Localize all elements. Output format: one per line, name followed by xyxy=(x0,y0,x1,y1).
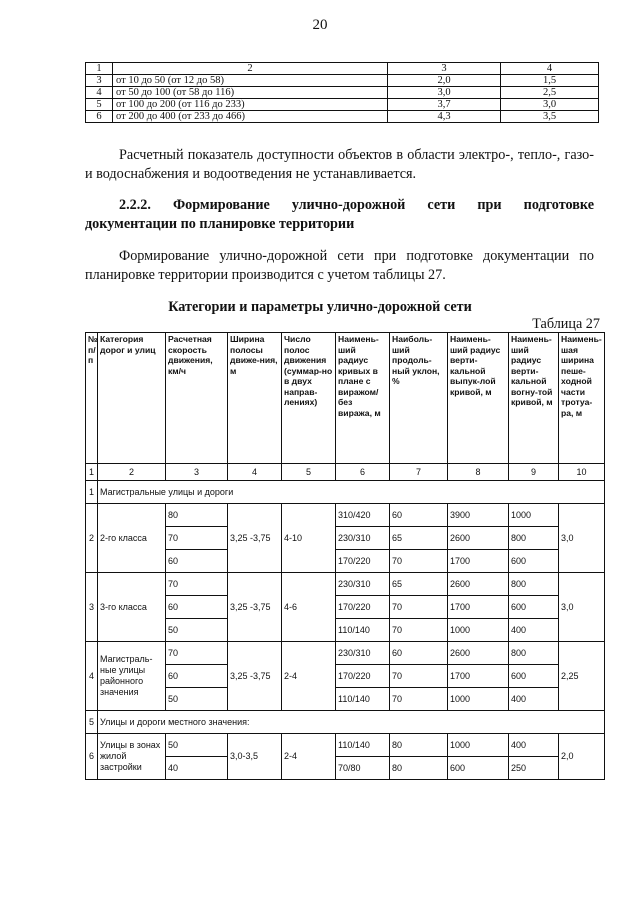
column-number: 10 xyxy=(559,464,605,481)
table-cell: от 200 до 400 (от 233 до 466) xyxy=(113,111,388,123)
column-number: 2 xyxy=(98,464,166,481)
header-cell: Наиболь-ший продоль-ный уклон, % xyxy=(390,333,448,464)
header-cell: Ширина полосы движе-ния, м xyxy=(228,333,282,464)
table-row xyxy=(86,99,599,111)
continuation-table-header xyxy=(86,63,599,75)
slope-cell: 70 xyxy=(390,665,448,688)
table-cell: 3,0 xyxy=(501,99,599,111)
lane-width-cell: 3,25 -3,75 xyxy=(228,642,282,711)
row-number: 4 xyxy=(86,642,98,711)
category-cell: Магистраль-ные улицы районного значения xyxy=(98,642,166,711)
header-cell: Наимень-ший радиус кривых в плане с виражом/ без виража, м xyxy=(336,333,390,464)
slope-cell: 80 xyxy=(390,757,448,780)
lanes-cell: 4-6 xyxy=(282,573,336,642)
table-row xyxy=(86,87,599,99)
lane-width-cell: 3,25 -3,75 xyxy=(228,573,282,642)
table-cell: 5 xyxy=(86,99,113,111)
table-cell: 1,5 xyxy=(501,75,599,87)
column-number-row xyxy=(86,464,605,481)
sidewalk-cell: 3,0 xyxy=(559,504,605,573)
speed-cell: 50 xyxy=(166,619,228,642)
category-cell: 2-го класса xyxy=(98,504,166,573)
speed-cell: 50 xyxy=(166,688,228,711)
column-number: 9 xyxy=(509,464,559,481)
radius-cell: 170/220 xyxy=(336,665,390,688)
lane-width-cell: 3,25 -3,75 xyxy=(228,504,282,573)
heading-word: подготовке xyxy=(523,197,594,213)
section-row xyxy=(86,481,605,504)
table-row xyxy=(86,573,605,596)
sidewalk-cell: 3,0 xyxy=(559,573,605,642)
convex-radius-cell: 1000 xyxy=(448,619,509,642)
continuation-table xyxy=(85,62,599,123)
concave-radius-cell: 800 xyxy=(509,642,559,665)
speed-cell: 80 xyxy=(166,504,228,527)
header-cell: Наимень-шая ширина пеше-ходной части тротуа-ра, м xyxy=(559,333,605,464)
header-cell: 1 xyxy=(86,63,113,75)
table-cell: 3,5 xyxy=(501,111,599,123)
convex-radius-cell: 2600 xyxy=(448,642,509,665)
column-number: 6 xyxy=(336,464,390,481)
slope-cell: 70 xyxy=(390,619,448,642)
header-cell: Наимень-ший радиус верти-кальной выпук-лой кривой, м xyxy=(448,333,509,464)
table-cell: 2,0 xyxy=(388,75,501,87)
slope-cell: 70 xyxy=(390,596,448,619)
radius-cell: 170/220 xyxy=(336,550,390,573)
concave-radius-cell: 1000 xyxy=(509,504,559,527)
row-number: 2 xyxy=(86,504,98,573)
radius-cell: 230/310 xyxy=(336,573,390,596)
radius-cell: 110/140 xyxy=(336,688,390,711)
convex-radius-cell: 1700 xyxy=(448,665,509,688)
convex-radius-cell: 1700 xyxy=(448,596,509,619)
radius-cell: 70/80 xyxy=(336,757,390,780)
slope-cell: 70 xyxy=(390,550,448,573)
slope-cell: 65 xyxy=(390,527,448,550)
convex-radius-cell: 2600 xyxy=(448,527,509,550)
concave-radius-cell: 250 xyxy=(509,757,559,780)
row-number: 5 xyxy=(86,711,98,734)
radius-cell: 110/140 xyxy=(336,734,390,757)
table-row xyxy=(86,734,605,757)
column-number: 3 xyxy=(166,464,228,481)
speed-cell: 70 xyxy=(166,527,228,550)
concave-radius-cell: 600 xyxy=(509,665,559,688)
row-number: 6 xyxy=(86,734,98,780)
table-cell: от 100 до 200 (от 116 до 233) xyxy=(113,99,388,111)
header-cell: № п/п xyxy=(86,333,98,464)
column-number: 4 xyxy=(228,464,282,481)
concave-radius-cell: 400 xyxy=(509,688,559,711)
convex-radius-cell: 600 xyxy=(448,757,509,780)
table-header-row xyxy=(86,333,605,464)
row-number: 3 xyxy=(86,573,98,642)
section-heading xyxy=(85,196,594,234)
paragraph-road-network: Формирование улично-дорожной сети при подготовке документации по планировке территории производится с учетом таблицы 27. xyxy=(85,248,594,283)
slope-cell: 80 xyxy=(390,734,448,757)
radius-cell: 230/310 xyxy=(336,527,390,550)
category-cell: 3-го класса xyxy=(98,573,166,642)
section-heading-line1 xyxy=(85,196,594,215)
concave-radius-cell: 800 xyxy=(509,527,559,550)
speed-cell: 50 xyxy=(166,734,228,757)
lanes-cell: 2-4 xyxy=(282,642,336,711)
section-heading-line2: документации по планировке территории xyxy=(85,216,355,232)
header-cell: 3 xyxy=(388,63,501,75)
lanes-cell: 2-4 xyxy=(282,734,336,780)
column-number: 5 xyxy=(282,464,336,481)
concave-radius-cell: 400 xyxy=(509,734,559,757)
sidewalk-cell: 2,0 xyxy=(559,734,605,780)
table-cell: от 10 до 50 (от 12 до 58) xyxy=(113,75,388,87)
convex-radius-cell: 1000 xyxy=(448,688,509,711)
heading-word: при xyxy=(477,197,502,213)
header-cell: Наимень-ший радиус верти-кальной вогну-той кривой, м xyxy=(509,333,559,464)
speed-cell: 60 xyxy=(166,550,228,573)
table-cell: 3 xyxy=(86,75,113,87)
column-number: 7 xyxy=(390,464,448,481)
table-row xyxy=(86,111,599,123)
table-row xyxy=(86,75,599,87)
convex-radius-cell: 1700 xyxy=(448,550,509,573)
slope-cell: 70 xyxy=(390,688,448,711)
convex-radius-cell: 2600 xyxy=(448,573,509,596)
paragraph-accessibility: Расчетный показатель доступности объектов в области электро-, тепло-, газо- и водоснабжения и водоотведения не устанавливается. xyxy=(85,147,594,182)
speed-cell: 70 xyxy=(166,573,228,596)
concave-radius-cell: 400 xyxy=(509,619,559,642)
sidewalk-cell: 2,25 xyxy=(559,642,605,711)
table-row xyxy=(86,504,605,527)
table-cell: 3,7 xyxy=(388,99,501,111)
category-cell: Улицы в зонах жилой застройки xyxy=(98,734,166,780)
lane-width-cell: 3,0-3,5 xyxy=(228,734,282,780)
header-cell: 4 xyxy=(501,63,599,75)
table-title: Категории и параметры улично-дорожной сети xyxy=(168,299,472,315)
slope-cell: 60 xyxy=(390,642,448,665)
slope-cell: 65 xyxy=(390,573,448,596)
table-cell: 4,3 xyxy=(388,111,501,123)
road-parameters-table xyxy=(85,332,605,780)
row-number: 1 xyxy=(86,481,98,504)
radius-cell: 230/310 xyxy=(336,642,390,665)
concave-radius-cell: 800 xyxy=(509,573,559,596)
radius-cell: 310/420 xyxy=(336,504,390,527)
header-cell: 2 xyxy=(113,63,388,75)
table-cell: 4 xyxy=(86,87,113,99)
speed-cell: 70 xyxy=(166,642,228,665)
heading-word: сети xyxy=(427,197,456,213)
heading-word: улично-дорожной xyxy=(291,197,406,213)
section-title: Магистральные улицы и дороги xyxy=(98,481,605,504)
header-cell: Число полос движения (суммар-но в двух направ-лениях) xyxy=(282,333,336,464)
column-number: 8 xyxy=(448,464,509,481)
section-number: 2.2.2. xyxy=(119,197,151,213)
header-cell: Категория дорог и улиц xyxy=(98,333,166,464)
table-cell: от 50 до 100 (от 58 до 116) xyxy=(113,87,388,99)
table-cell: 2,5 xyxy=(501,87,599,99)
page-number: 20 xyxy=(312,17,328,33)
slope-cell: 60 xyxy=(390,504,448,527)
concave-radius-cell: 600 xyxy=(509,596,559,619)
heading-word: Формирование xyxy=(172,197,270,213)
table-cell: 3,0 xyxy=(388,87,501,99)
concave-radius-cell: 600 xyxy=(509,550,559,573)
convex-radius-cell: 1000 xyxy=(448,734,509,757)
lanes-cell: 4-10 xyxy=(282,504,336,573)
table-cell: 6 xyxy=(86,111,113,123)
section-row xyxy=(86,711,605,734)
table-row xyxy=(86,642,605,665)
speed-cell: 60 xyxy=(166,596,228,619)
section-title: Улицы и дороги местного значения: xyxy=(98,711,605,734)
speed-cell: 60 xyxy=(166,665,228,688)
speed-cell: 40 xyxy=(166,757,228,780)
column-number: 1 xyxy=(86,464,98,481)
radius-cell: 110/140 xyxy=(336,619,390,642)
table-label: Таблица 27 xyxy=(532,316,600,332)
convex-radius-cell: 3900 xyxy=(448,504,509,527)
header-cell: Расчетная скорость движения, км/ч xyxy=(166,333,228,464)
radius-cell: 170/220 xyxy=(336,596,390,619)
